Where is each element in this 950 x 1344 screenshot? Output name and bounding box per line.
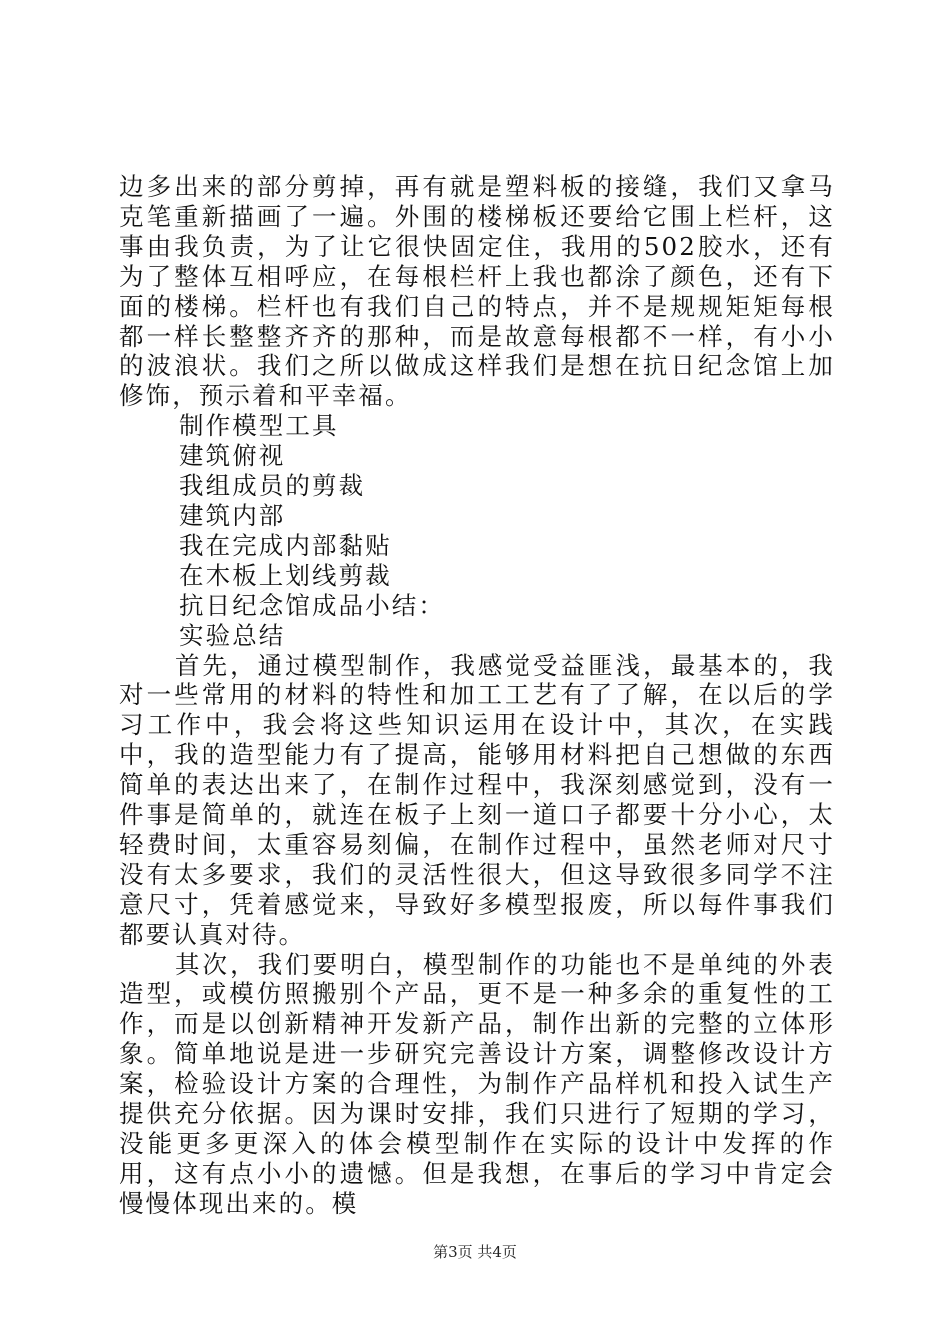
summary-paragraph-2: 其次，我们要明白，模型制作的功能也不是单纯的外表造型，或模仿照搬别个产品，更不是一种多余的重复性的工作，而是以创新精神开发新产品，制作出新的完整的立体形象。简单地说是进一步研究完善设计方案，调整修改设计方案，检验设计方案的合理性，为制作产品样机和投入试生产提供充分依据。因为课时安排，我们只进行了短期的学习，没能更多更深入的体会模型制作在实际的设计中发挥的作用，这有点小小的遗憾。但是我想，在事后的学习中肯定会慢慢体现出来的。模 — [119, 949, 835, 1218]
section-heading: 实验总结 — [179, 620, 286, 650]
list-item: 我组成员的剪裁 — [179, 471, 366, 501]
list-item: 建筑内部 — [179, 500, 286, 530]
summary-paragraph-1: 首先，通过模型制作，我感觉受益匪浅，最基本的，我对一些常用的材料的特性和加工工艺有了了解，在以后的学习工作中，我会将这些知识运用在设计中，其次，在实践中，我的造型能力有了提高，能够用材料把自己想做的东西简单的表达出来了，在制作过程中，我深刻感觉到，没有一件事是简单的，就连在板子上刻一道口子都要十分小心，太轻费时间，太重容易刻偏，在制作过程中，虽然老师对尺寸没有太多要求，我们的灵活性很大，但这导致很多同学不注意尺寸，凭着感觉来，导致好多模型报废，所以每件事我们都要认真对待。 — [119, 650, 835, 949]
document-body — [119, 172, 835, 1219]
list-item: 在木板上划线剪裁 — [179, 560, 392, 590]
list-item: 抗日纪念馆成品小结： — [179, 590, 445, 620]
list-item: 建筑俯视 — [179, 441, 286, 471]
list-item: 制作模型工具 — [179, 411, 339, 441]
continuation-paragraph: 边多出来的部分剪掉，再有就是塑料板的接缝，我们又拿马克笔重新描画了一遍。外围的楼梯板还要给它围上栏杆，这事由我负责，为了让它很快固定住，我用的502胶水，还有为了整体互相呼应，在每根栏杆上我也都涂了颜色，还有下面的楼梯。栏杆也有我们自己的特点，并不是规规矩矩每根都一样长整整齐齐的那种，而是故意每根都不一样，有小小的波浪状。我们之所以做成这样我们是想在抗日纪念馆上加修饰，预示着和平幸福。 — [119, 172, 835, 411]
page-number-footer: 第3页 共4页 — [433, 1243, 517, 1261]
list-item: 我在完成内部黏贴 — [179, 530, 392, 560]
